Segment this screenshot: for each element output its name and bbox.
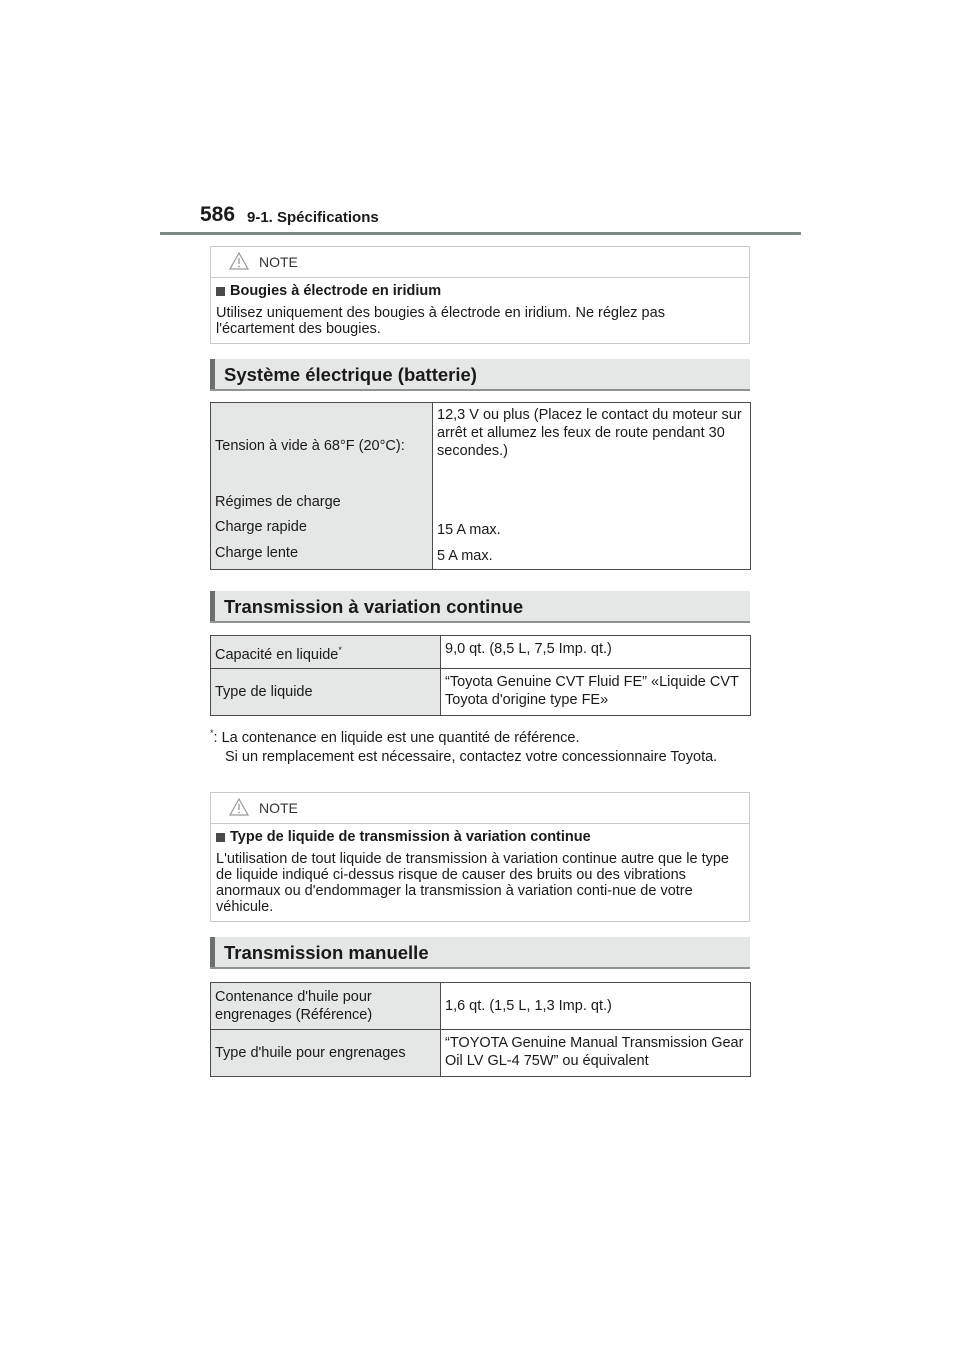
note-body xyxy=(211,824,749,923)
note-text: Utilisez uniquement des bougies à électrode en iridium. Ne réglez pas l'écartement des bougies. xyxy=(216,305,665,337)
table-row xyxy=(211,403,751,570)
cvt-type-value: “Toyota Genuine CVT Fluid FE” «Liquide CVT Toyota d'origine type FE» xyxy=(441,669,751,716)
charge-rate-label: Régimes de charge xyxy=(215,493,341,510)
table-row xyxy=(211,1030,751,1077)
fast-charge-label: Charge rapide xyxy=(215,518,307,535)
square-bullet-icon xyxy=(216,833,225,842)
cvt-capacity-value: 9,0 qt. (8,5 L, 7,5 Imp. qt.) xyxy=(441,636,751,669)
note-subtitle-text: Type de liquide de transmission à variation continue xyxy=(230,829,591,845)
gear-oil-capacity-value: 1,6 qt. (1,5 L, 1,3 Imp. qt.) xyxy=(441,983,751,1030)
footnote-marker: * xyxy=(210,728,214,738)
note-label: NOTE xyxy=(259,800,298,816)
note-label: NOTE xyxy=(259,254,298,270)
cvt-capacity-label: Capacité en liquide xyxy=(215,646,339,663)
page-number: 586 xyxy=(200,203,236,226)
note-text: L'utilisation de tout liquide de transmission à variation continue autre que le type de liquide indiqué ci-dessus risque de causer des bruits ou des vibrations anormaux ou d'endommager la transmission à variation conti-nue de votre véhicule. xyxy=(216,851,730,915)
heading-title: Transmission à variation continue xyxy=(224,596,524,617)
note-subtitle xyxy=(216,829,744,845)
table-row xyxy=(211,983,751,1030)
voltage-value: 12,3 V ou plus (Placez le contact du moteur sur arrêt et allumez les feux de route pendant 30 secondes.) xyxy=(437,407,742,459)
gear-oil-capacity-label: Contenance d'huile pour engrenages (Référence) xyxy=(211,983,441,1030)
heading-title: Système électrique (batterie) xyxy=(224,364,477,385)
header-rule xyxy=(160,232,801,235)
battery-values-cell xyxy=(433,403,751,570)
slow-charge-label: Charge lente xyxy=(215,544,299,561)
gear-oil-type-value: “TOYOTA Genuine Manual Transmission Gear Oil LV GL-4 75W” ou équivalent xyxy=(441,1030,751,1077)
note-box-spark-plugs xyxy=(210,246,750,344)
warning-triangle-icon xyxy=(229,798,249,816)
footnote xyxy=(210,724,750,767)
note-header xyxy=(211,793,749,824)
charge-rate-value xyxy=(433,492,750,517)
note-box-cvt-fluid xyxy=(210,792,750,922)
manual-spec-table xyxy=(210,982,751,1077)
note-subtitle xyxy=(216,283,744,299)
square-bullet-icon xyxy=(216,287,225,296)
heading-battery xyxy=(210,359,750,391)
cvt-type-label: Type de liquide xyxy=(211,669,441,716)
gear-oil-type-label: Type d'huile pour engrenages xyxy=(211,1030,441,1077)
slow-charge-value: 5 A max. xyxy=(437,547,493,564)
warning-triangle-icon xyxy=(229,252,249,270)
battery-labels-cell xyxy=(211,403,433,570)
note-header xyxy=(211,247,749,278)
heading-title: Transmission manuelle xyxy=(224,942,429,963)
footnote-text-2: Si un remplacement est nécessaire, contactez votre concessionnaire Toyota. xyxy=(225,748,718,765)
heading-manual-transmission xyxy=(210,937,750,969)
footnote-line-1 xyxy=(210,724,750,748)
battery-spec-table xyxy=(210,402,751,570)
voltage-label: Tension à vide à 68°F (20°C): xyxy=(215,438,405,454)
section-title: 9-1. Spécifications xyxy=(247,209,379,226)
footnote-marker: * xyxy=(338,644,342,655)
note-subtitle-text: Bougies à électrode en iridium xyxy=(230,283,442,299)
heading-accent xyxy=(210,591,215,621)
fast-charge-value: 15 A max. xyxy=(437,521,501,538)
heading-accent xyxy=(210,359,215,389)
heading-cvt xyxy=(210,591,750,623)
cvt-capacity-label-cell xyxy=(211,636,441,669)
heading-accent xyxy=(210,937,215,967)
cvt-spec-table xyxy=(210,635,751,716)
table-row xyxy=(211,636,751,669)
note-body xyxy=(211,278,749,345)
table-row xyxy=(211,669,751,716)
footnote-text-1: : La contenance en liquide est une quantité de référence. xyxy=(213,729,580,746)
